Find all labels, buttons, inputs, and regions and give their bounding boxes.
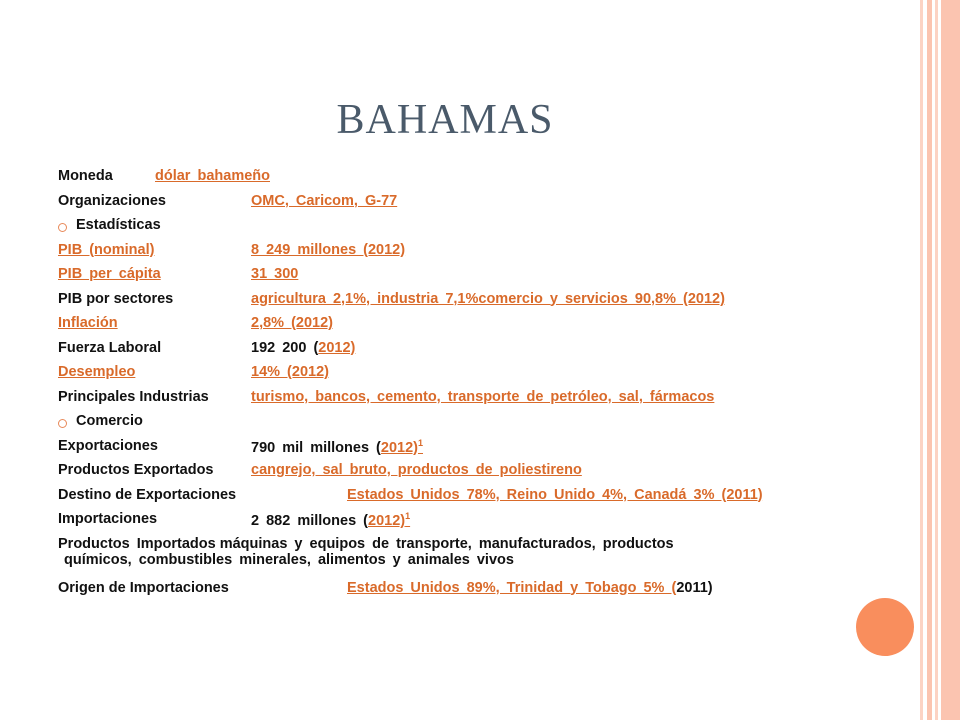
importaciones-value: 2 882 millones ( [251,513,368,529]
importaciones-year-link[interactable] [368,513,410,529]
year-text: 2012) [380,439,418,456]
footnote-ref: 1 [405,511,411,521]
origen-importaciones-year: 2011) [676,579,713,596]
row-pib-sectores [58,291,858,316]
row-origen-importaciones [58,580,858,605]
productos-importados-line1: máquinas y equipos de transporte, manufacturados, productos [219,535,674,552]
row-label: Productos Importados [58,535,216,552]
origen-importaciones-link[interactable]: Estados Unidos 89%, Trinidad y Tobago 5% ( [347,579,677,596]
productos-exportados-link[interactable]: cangrejo, sal bruto, productos de poliestireno [251,462,582,478]
bullet-icon [58,223,67,232]
inflacion-link[interactable]: Inflación [58,315,118,331]
row-label: Moneda [58,168,113,184]
pib-capita-value-link[interactable]: 31 300 [251,266,299,282]
exportaciones-value: 790 mil millones ( [251,439,381,456]
row-productos-exportados [58,462,858,487]
moneda-link[interactable]: dólar bahameño [155,168,270,184]
right-decorative-stripes [920,0,960,720]
desempleo-link[interactable]: Desempleo [58,364,136,380]
row-fuerza-laboral [58,340,858,365]
destino-exportaciones-link[interactable]: Estados Unidos 78%, Reino Unido 4%, Canadá 3% (2011) [347,486,763,503]
desempleo-value-link[interactable]: 14% (2012) [251,364,329,380]
row-label: PIB por sectores [58,290,174,307]
fuerza-laboral-year-link[interactable]: 2012) [318,339,356,356]
exportaciones-year-link[interactable] [380,437,423,456]
pib-nominal-link[interactable]: PIB (nominal) [58,241,155,258]
row-productos-importados [58,536,858,580]
row-comercio [58,413,858,438]
industrias-link[interactable]: turismo, bancos, cemento, transporte de petróleo, sal, fármacos [251,388,715,405]
row-desempleo [58,364,858,389]
row-label: Organizaciones [58,192,166,209]
pib-nominal-value-link[interactable]: 8 249 millones (2012) [251,241,406,258]
organizaciones-link[interactable]: OMC, Caricom, G-77 [251,192,398,209]
row-label: Origen de Importaciones [58,579,229,596]
row-destino-exportaciones [58,487,858,512]
section-heading: Estadísticas [76,217,161,233]
row-label: Destino de Exportaciones [58,486,237,503]
footnote-ref: 1 [417,437,423,448]
row-pib-capita [58,266,858,291]
year-text: 2012) [368,513,406,529]
decorative-circle [856,598,914,656]
row-exportaciones [58,438,858,463]
pib-capita-link[interactable]: PIB per cápita [58,266,161,282]
row-label: Fuerza Laboral [58,339,162,356]
row-label: Productos Exportados [58,462,214,478]
row-importaciones [58,511,858,536]
row-moneda [58,168,858,193]
pib-sectores-link[interactable]: agricultura 2,1%, industria 7,1%comercio y servicios 90,8% (2012) [251,290,725,307]
section-heading: Comercio [76,413,143,429]
row-estadisticas [58,217,858,242]
row-organizaciones [58,193,858,218]
row-label: Exportaciones [58,437,158,454]
row-industrias [58,389,858,414]
inflacion-value-link[interactable]: 2,8% (2012) [251,315,333,331]
fuerza-laboral-value: 192 200 ( [251,339,319,356]
slide-content [58,168,858,604]
row-label: Importaciones [58,511,158,527]
row-label: Principales Industrias [58,388,209,405]
bullet-icon [58,419,67,428]
productos-importados-line2: químicos, combustibles minerales, alimentos y animales vivos [64,551,514,568]
row-pib-nominal [58,242,858,267]
slide-title: BAHAMAS [336,97,554,143]
row-inflacion [58,315,858,340]
